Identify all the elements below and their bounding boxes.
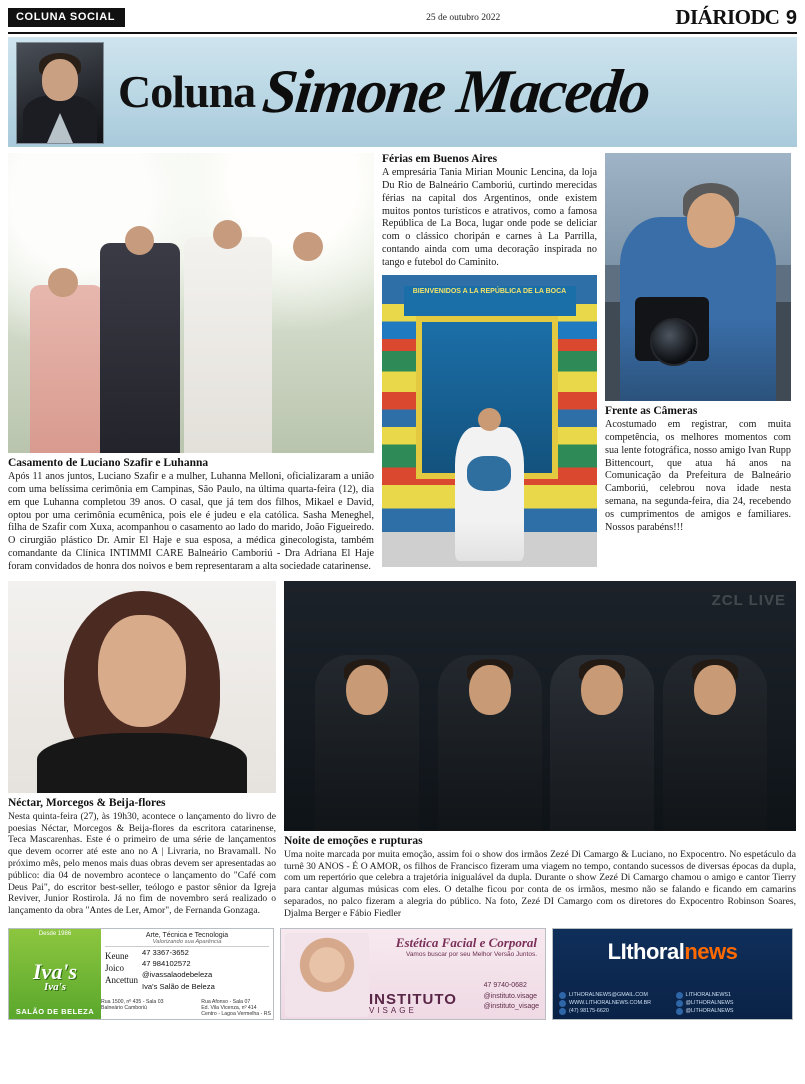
visage-subheadline: Vamos buscar por seu Melhor Versão Juntos. xyxy=(405,950,537,958)
noite-title: Noite de emoções e rupturas xyxy=(284,834,423,847)
issue-date: 25 de outubro 2022 xyxy=(426,13,501,23)
article-wedding xyxy=(8,153,374,574)
page-number: 9 xyxy=(785,6,797,29)
ivas-phone-1[interactable]: 47 3367-3652 xyxy=(142,947,189,957)
nectar-photo xyxy=(8,581,276,793)
article-buenos-aires xyxy=(382,153,597,574)
wedding-text: Após 11 anos juntos, Luciano Szafir e a mulher, Luhanna Melloni, oficializaram a união com uma belíssima cerimônia em Campinas, São Paulo, na última quarta-feira (12), dia em que Luhanna completou 39 anos. O casal, que já tem dos filhos, Mikael e David, optou por uma cerimônia ecumênica, pois ele é judeu e ela católica. Sasha Meneghel, filha de Szafir com Xuxa, acompanhou o casamento ao lado do marido, João Figueiredo. O cirurgião plástico Dr. Amir El Haje e sua esposa, a médica ginecologista, também comandante da Clínica INTIMMI CARE Balneário Camboriú - Dra Adriana El Haje foram convidados de honra dos noivos e bem representaram a alta sociedade catarinense. xyxy=(8,471,374,572)
ivas-brand-2: Joico xyxy=(105,962,124,973)
facebook-icon xyxy=(676,992,683,999)
ivas-headline: Arte, Técnica e Tecnologia Valorizando sua Aparência xyxy=(105,932,269,947)
ads-strip xyxy=(8,928,797,1020)
ivas-since: Desde 1986 xyxy=(38,930,72,937)
noite-photo xyxy=(284,581,796,831)
ivas-brand-1: Keune xyxy=(105,950,129,961)
banner-word-coluna: Coluna xyxy=(118,66,256,117)
ivas-address-2: Rua Afonso - Sala 07 xyxy=(201,998,251,1005)
lithoral-facebook[interactable]: LITHORALNEWS1 xyxy=(676,992,787,999)
content-row-bottom xyxy=(8,581,797,920)
masthead-rule xyxy=(8,32,797,34)
lithoral-email[interactable]: LITHORALNEWS@GMAIL.COM xyxy=(559,992,670,999)
ivas-brand-sub: Iva's xyxy=(44,980,66,993)
ivas-address-1: Rua 1500, nº 435 - Sala 03 xyxy=(101,998,164,1005)
nectar-title: Néctar, Morcegos & Beija-flores xyxy=(8,796,166,809)
email-icon xyxy=(559,992,566,999)
visage-phone[interactable]: 47 9740-0682 xyxy=(483,982,527,990)
visage-handle[interactable]: @instituto_visage xyxy=(483,1003,539,1011)
article-noite xyxy=(284,581,796,920)
columnist-photo xyxy=(16,42,104,144)
lithoral-logo: LIthoralnews xyxy=(607,938,738,964)
ivas-subheadline: Valorizando sua Aparência xyxy=(152,938,222,945)
cameras-title: Frente as Câmeras xyxy=(605,405,698,417)
article-cameras xyxy=(605,153,791,574)
buenos-aires-text: A empresária Tania Mirian Mounic Lencina, da loja Du Rio de Balneário Camboriú, curtindo merecidas férias na capital dos Argentinos, onde existem muitos pontos turísticos e atrativos, como a famosa República de La Boca, lugar onde pode se deliciar com o clássico choripán e carnes à La Parrilla, contando ainda com uma decoração inspirada no tango e futebol do Caminito. xyxy=(382,167,597,268)
nectar-text: Nesta quinta-feira (27), às 19h30, acontece o lançamento do livro de poesias Néctar, Morcegos & Beija-flores da escritora catarinense, Teca Mascarenhas. Este é o primeiro de uma série de lançamentos que devem ocorrer até este ano no A | Livraria, no Bravamall. No próximo mês, pelo menos mais duas obras devem ser apresentadas ao público: dia 04 de novembro acontece o lançamento do "Café com Deus Pai", do escritor best-seller, teólogo e pastor sênior da Igreja Reviver, Junior Rostirola. Já no fim de novembro será realizado o lançamento da obra "Antes de Ler, Amor", de Fernanda Gonzaga. xyxy=(8,810,276,917)
ad-ivas-salao[interactable] xyxy=(8,928,274,1020)
ivas-contact-list xyxy=(142,947,215,993)
globe-icon xyxy=(559,1000,566,1007)
lithoral-twitter[interactable]: @LITHORALNEWS xyxy=(676,1008,787,1015)
twitter-icon xyxy=(676,1008,683,1015)
visage-contacts xyxy=(484,981,539,1013)
content-row-top xyxy=(8,153,797,574)
masthead xyxy=(8,4,797,30)
cameras-photo xyxy=(605,153,791,401)
lithoral-social-list xyxy=(559,992,786,1015)
banner-columnist-name: Simone Macedo xyxy=(259,57,653,126)
noite-text: Uma noite marcada por muita emoção, assim foi o show dos irmãos Zezé Di Camargo & Luciano, no Expocentro. No espetáculo da turnê 30 ANOS - É O AMOR, os filhos de Francisco fizeram uma viagem no tempo, contando sucessos de diversas épocas da dupla, com um repertório que celebra a trajetória inigualável da dupla. Durante o show Zezé Di Camargo chamou o amigo e cantor Tierry para cantar algumas músicas com eles. O detalhe ficou por conta de os irmãos, mesmo não se falando e ficando em camarins separados, no palco fizeram a alegria do público. Na foto, Zezé DI Camargo com os diretores do Expocentro Robinson Soares, Djalma Berger e Fábio Fiedler xyxy=(284,848,796,919)
visage-logo-bottom: VISAGE xyxy=(369,1005,417,1015)
whatsapp-icon xyxy=(559,1008,566,1015)
lithoral-website[interactable]: WWW.LITHORALNEWS.COM.BR xyxy=(559,1000,670,1007)
backdrop-logo-text: ZCL LIVE xyxy=(711,591,786,609)
ivas-brand-3: Ancettun xyxy=(105,974,138,985)
banner-title-group xyxy=(118,37,791,147)
section-tag: COLUNA SOCIAL xyxy=(8,8,125,27)
ivas-tagline: SALÃO DE BELEZA xyxy=(15,1006,95,1016)
ivas-facebook[interactable]: Iva's Salão de Beleza xyxy=(142,981,215,991)
ivas-addresses xyxy=(101,999,271,1017)
ivas-logo-panel xyxy=(9,929,101,1019)
buenos-aires-photo xyxy=(382,275,597,567)
instagram-icon xyxy=(676,1000,683,1007)
boca-sign-text: BIENVENIDOS A LA REPÚBLICA DE LA BOCA xyxy=(404,286,576,315)
lithoral-whatsapp[interactable]: (47) 98175-6620 xyxy=(559,1008,670,1015)
cameras-text: Acostumado em registrar, com muita competência, os melhores momentos com sua lente fotográfica, nosso amigo Ivan Rupp Bittencourt, que atua há anos na Comunicação da Prefeitura de Balneário Camboriú, celebrou nova idade nesta semana, na segunda-feira, dia 24, recebendo os cumprimentos de amigos e familiares. Nossos parabéns!!! xyxy=(605,419,791,533)
boca-person xyxy=(455,427,524,561)
visage-headline: Estética Facial e Corporal xyxy=(395,934,537,950)
ivas-phone-2[interactable]: 47 984102572 xyxy=(142,958,191,968)
ivas-address-1b: Balneário Camboriú xyxy=(101,1004,147,1011)
newspaper-page xyxy=(0,4,805,1084)
visage-model-photo xyxy=(285,933,369,1017)
ivas-address-2c: Centro - Lagoa Vermelha - RS xyxy=(201,1010,271,1017)
buenos-aires-title: Férias em Buenos Aires xyxy=(382,153,498,165)
ivas-instagram[interactable]: @ivassalaodebeleza xyxy=(142,970,213,980)
masthead-right xyxy=(675,5,797,30)
paper-title: DIÁRIODC xyxy=(675,4,779,29)
column-banner xyxy=(8,37,797,147)
lithoral-logo-news: news xyxy=(684,938,738,964)
wedding-title: Casamento de Luciano Szafir e Luhanna xyxy=(8,457,209,469)
article-nectar xyxy=(8,581,276,920)
ivas-address-2b: Ed. Vila Vicenza, nº 414 xyxy=(201,1004,257,1011)
ivas-brand: Iva's Iva's xyxy=(9,959,101,993)
visage-logo: INSTITUTO VISAGE xyxy=(369,990,457,1015)
ivas-brand-list xyxy=(105,950,138,993)
visage-instagram[interactable]: @instituto.visage xyxy=(483,992,538,1000)
ad-instituto-visage[interactable] xyxy=(280,928,546,1020)
wedding-photo xyxy=(8,153,374,453)
ad-lithoral-news[interactable] xyxy=(552,928,793,1020)
lithoral-instagram[interactable]: @LITHORALNEWS xyxy=(676,1000,787,1007)
content-area xyxy=(8,153,797,920)
